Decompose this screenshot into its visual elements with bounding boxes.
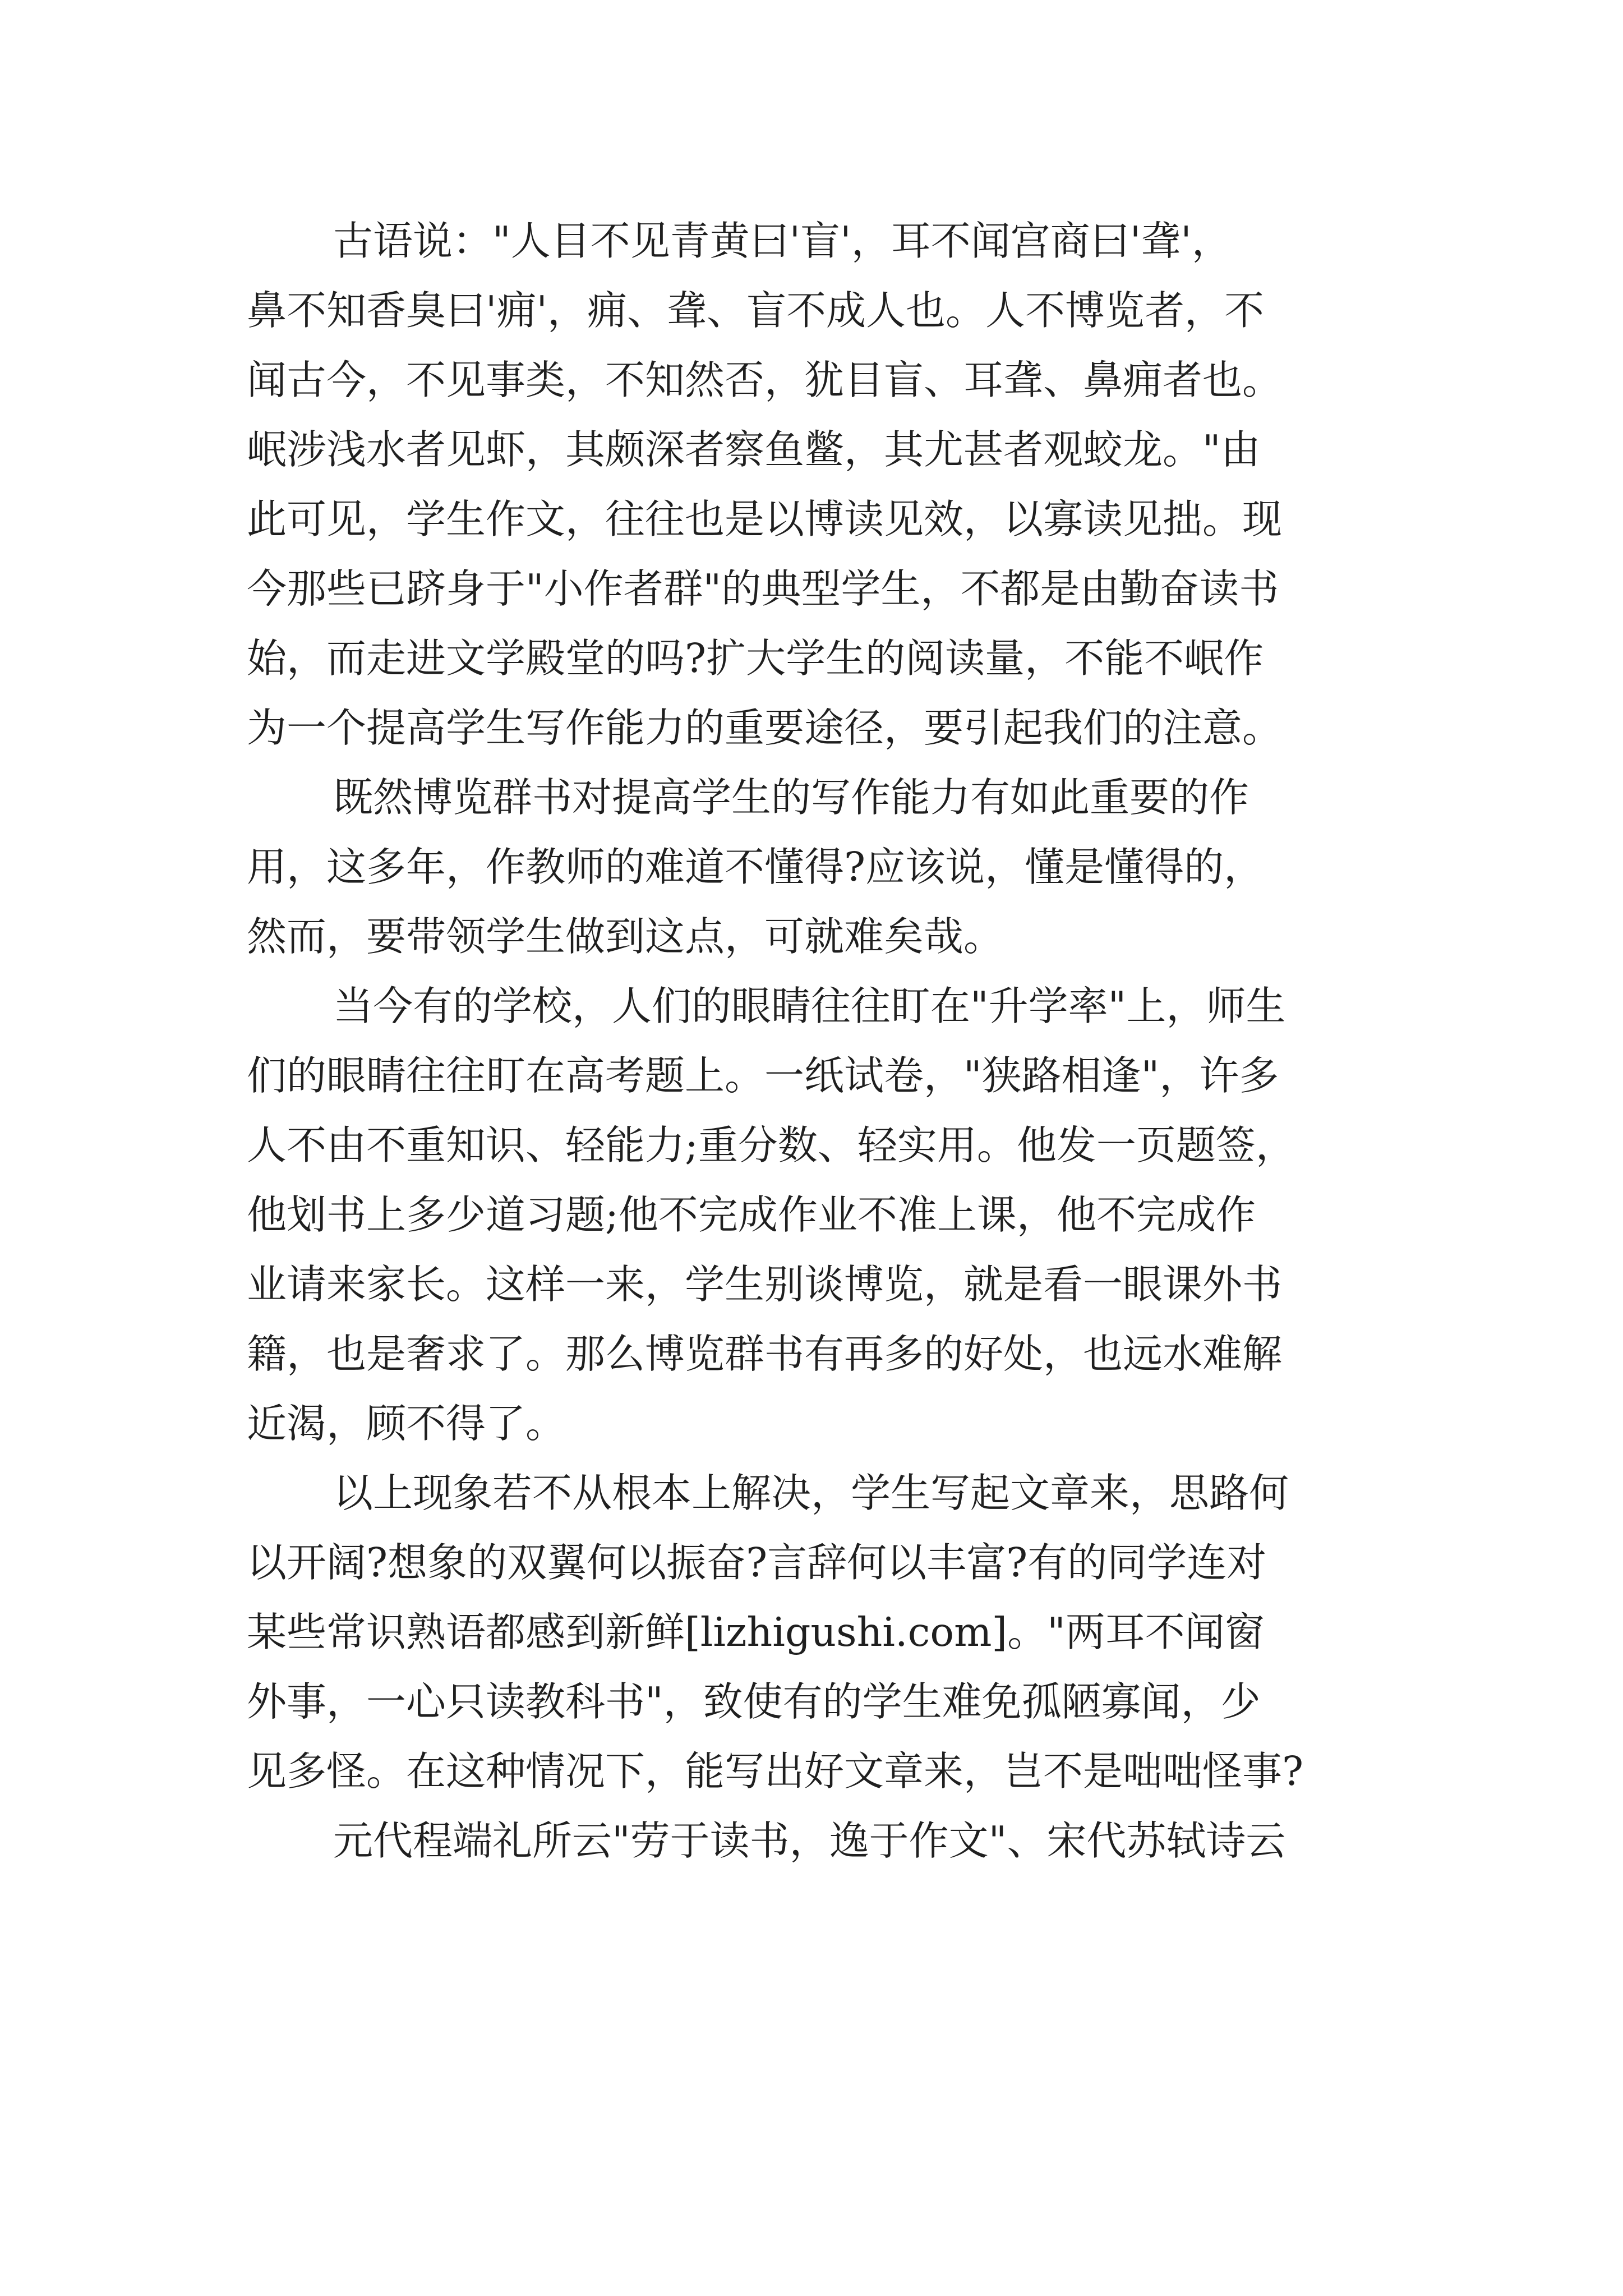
- text-line: 今那些已跻身于"小作者群"的典型学生，不都是由勤奋读书: [247, 565, 1279, 612]
- text-line: 用，这多年，作教师的难道不懂得?应该说，懂是懂得的，: [247, 844, 1264, 890]
- paragraph-first-line: 当今有的学校，人们的眼睛往往盯在"升学率"上，师生: [333, 983, 1286, 1029]
- text-line: 鼻不知香臭曰'痈'，痈、聋、盲不成人也。人不博览者，不: [247, 287, 1265, 334]
- body-text: [247, 206, 1391, 1876]
- paragraph-first-line: 既然博览群书对提高学生的写作能力有如此重要的作: [333, 774, 1249, 821]
- text-line: 岷涉浅水者见虾，其颇深者察鱼鳖，其尤甚者观蛟龙。"由: [247, 426, 1261, 473]
- text-line: 闻古今，不见事类，不知然否，犹目盲、耳聋、鼻痈者也。: [247, 357, 1283, 403]
- text-line: 业请来家长。这样一来，学生别谈博览，就是看一眼课外书: [247, 1261, 1283, 1308]
- text-line: 始，而走进文学殿堂的吗?扩大学生的阅读量，不能不岷作: [247, 635, 1264, 682]
- text-line: 外事，一心只读教科书"，致使有的学生难免孤陋寡闻，少: [247, 1678, 1261, 1725]
- text-line: 他划书上多少道习题;他不完成作业不准上课，他不完成作: [247, 1191, 1256, 1238]
- text-line: 们的眼睛往往盯在高考题上。一纸试卷，"狭路相逢"，许多: [247, 1052, 1279, 1099]
- text-line: 见多怪。在这种情况下，能写出好文章来，岂不是咄咄怪事?: [247, 1748, 1304, 1795]
- text-line: 近渴，顾不得了。: [247, 1400, 566, 1447]
- text-line: 某些常识熟语都感到新鲜[lizhigushi.com]。"两耳不闻窗: [247, 1609, 1265, 1655]
- text-line: 然而，要带领学生做到这点，可就难矣哉。: [247, 913, 1004, 960]
- paragraph-first-line: 以上现象若不从根本上解决，学生写起文章来，思路何: [333, 1470, 1289, 1516]
- text-line: 为一个提高学生写作能力的重要途径，要引起我们的注意。: [247, 705, 1283, 751]
- text-line: 人不由不重知识、轻能力;重分数、轻实用。他发一页题签，: [247, 1122, 1295, 1168]
- paragraph-first-line: 元代程端礼所云"劳于读书，逸于作文"、宋代苏轼诗云: [333, 1818, 1286, 1864]
- text-line: 此可见，学生作文，往往也是以博读见效，以寡读见拙。现: [247, 496, 1283, 542]
- paragraph-first-line: 古语说："人目不见青黄曰'盲'，耳不闻宫商曰'聋'，: [333, 218, 1232, 264]
- text-line: 以开阔?想象的双翼何以振奋?言辞何以丰富?有的同学连对: [247, 1539, 1267, 1586]
- text-line: 籍，也是奢求了。那么博览群书有再多的好处，也远水难解: [247, 1331, 1283, 1377]
